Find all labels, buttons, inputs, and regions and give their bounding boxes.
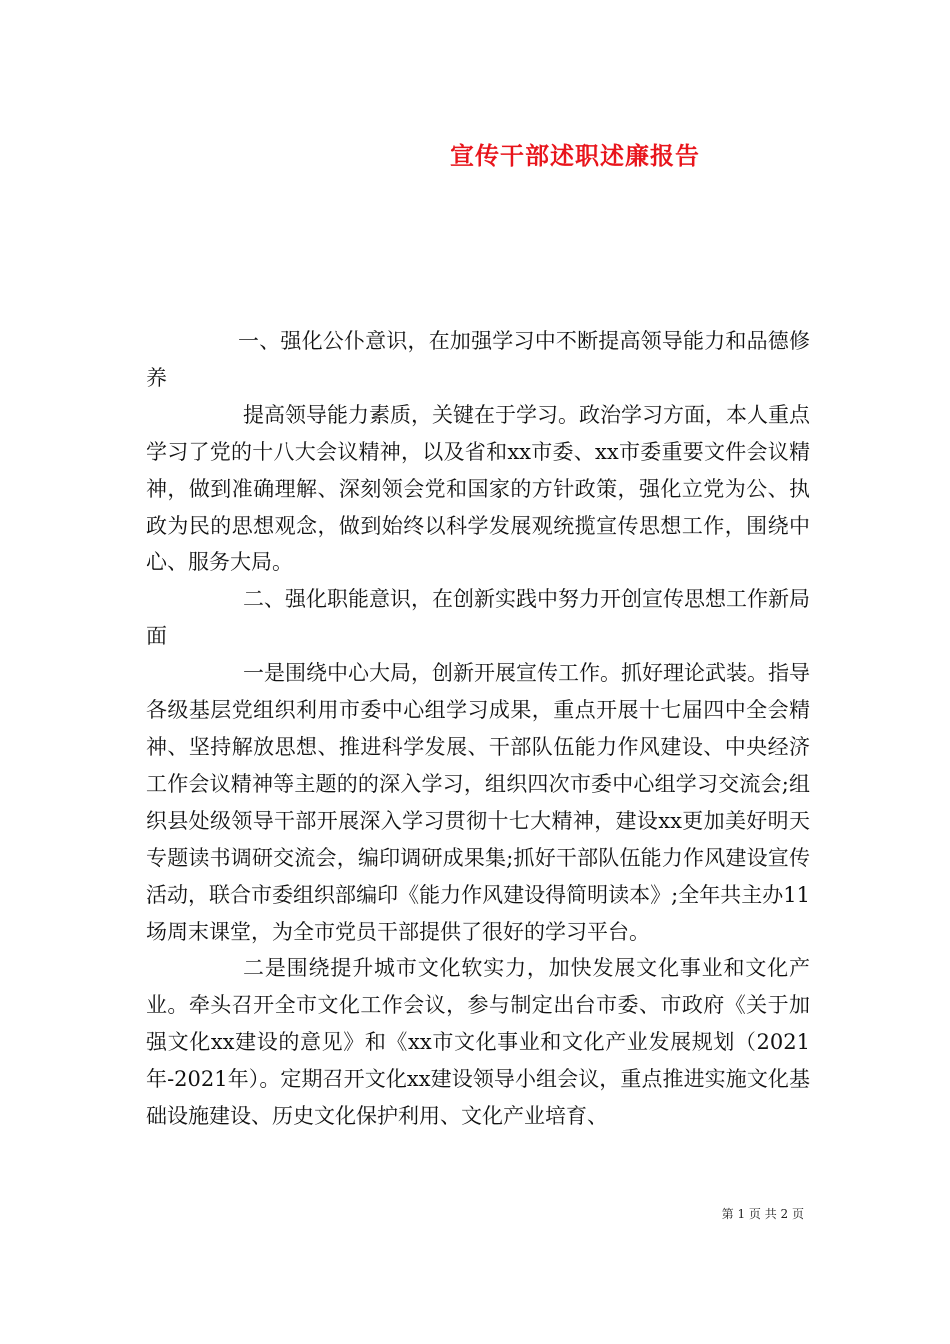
section-heading-2: 二、强化职能意识，在创新实践中努力开创宣传思想工作新局面 [146, 587, 810, 649]
page-indicator: 第 1 页 共 2 页 [721, 1207, 804, 1221]
body-paragraph-1: 提高领导能力素质，关键在于学习。政治学习方面，本人重点学习了党的十八大会议精神，以及省和xx市委、xx市委重要文件会议精神，做到准确理解、深刻领会党和国家的方针政策，强化立党为公、执政为民的思想观念，做到始终以科学发展观统揽宣传思想工作，围绕中心、服务大局。 [146, 402, 810, 575]
document-body [146, 323, 810, 1135]
section-heading-1: 一、强化公仆意识，在加强学习中不断提高领导能力和品德修养 [146, 329, 810, 390]
page-title: 宣传干部述职述廉报告 [450, 141, 700, 170]
body-paragraph-2: 一是围绕中心大局，创新开展宣传工作。抓好理论武装。指导各级基层党组织利用市委中心组学习成果，重点开展十七届四中全会精神、坚持解放思想、推进科学发展、干部队伍能力作风建设、中央经济工作会议精神等主题的的深入学习，组织四次市委中心组学习交流会;组织县处级领导干部开展深入学习贯彻十七大精神，建设xx更加美好明天专题读书调研交流会，编印调研成果集;抓好干部队伍能力作风建设宣传活动，联合市委组织部编印《能力作风建设得简明读本》;全年共主办11场周末课堂，为全市党员干部提供了很好的学习平台。 [146, 661, 810, 944]
body-paragraph-3: 二是围绕提升城市文化软实力，加快发展文化事业和文化产业。牵头召开全市文化工作会议，参与制定出台市委、市政府《关于加强文化xx建设的意见》和《xx市文化事业和文化产业发展规划（2021年-2021年）。定期召开文化xx建设领导小组会议，重点推进实施文化基础设施建设、历史文化保护利用、文化产业培育、 [146, 956, 810, 1129]
